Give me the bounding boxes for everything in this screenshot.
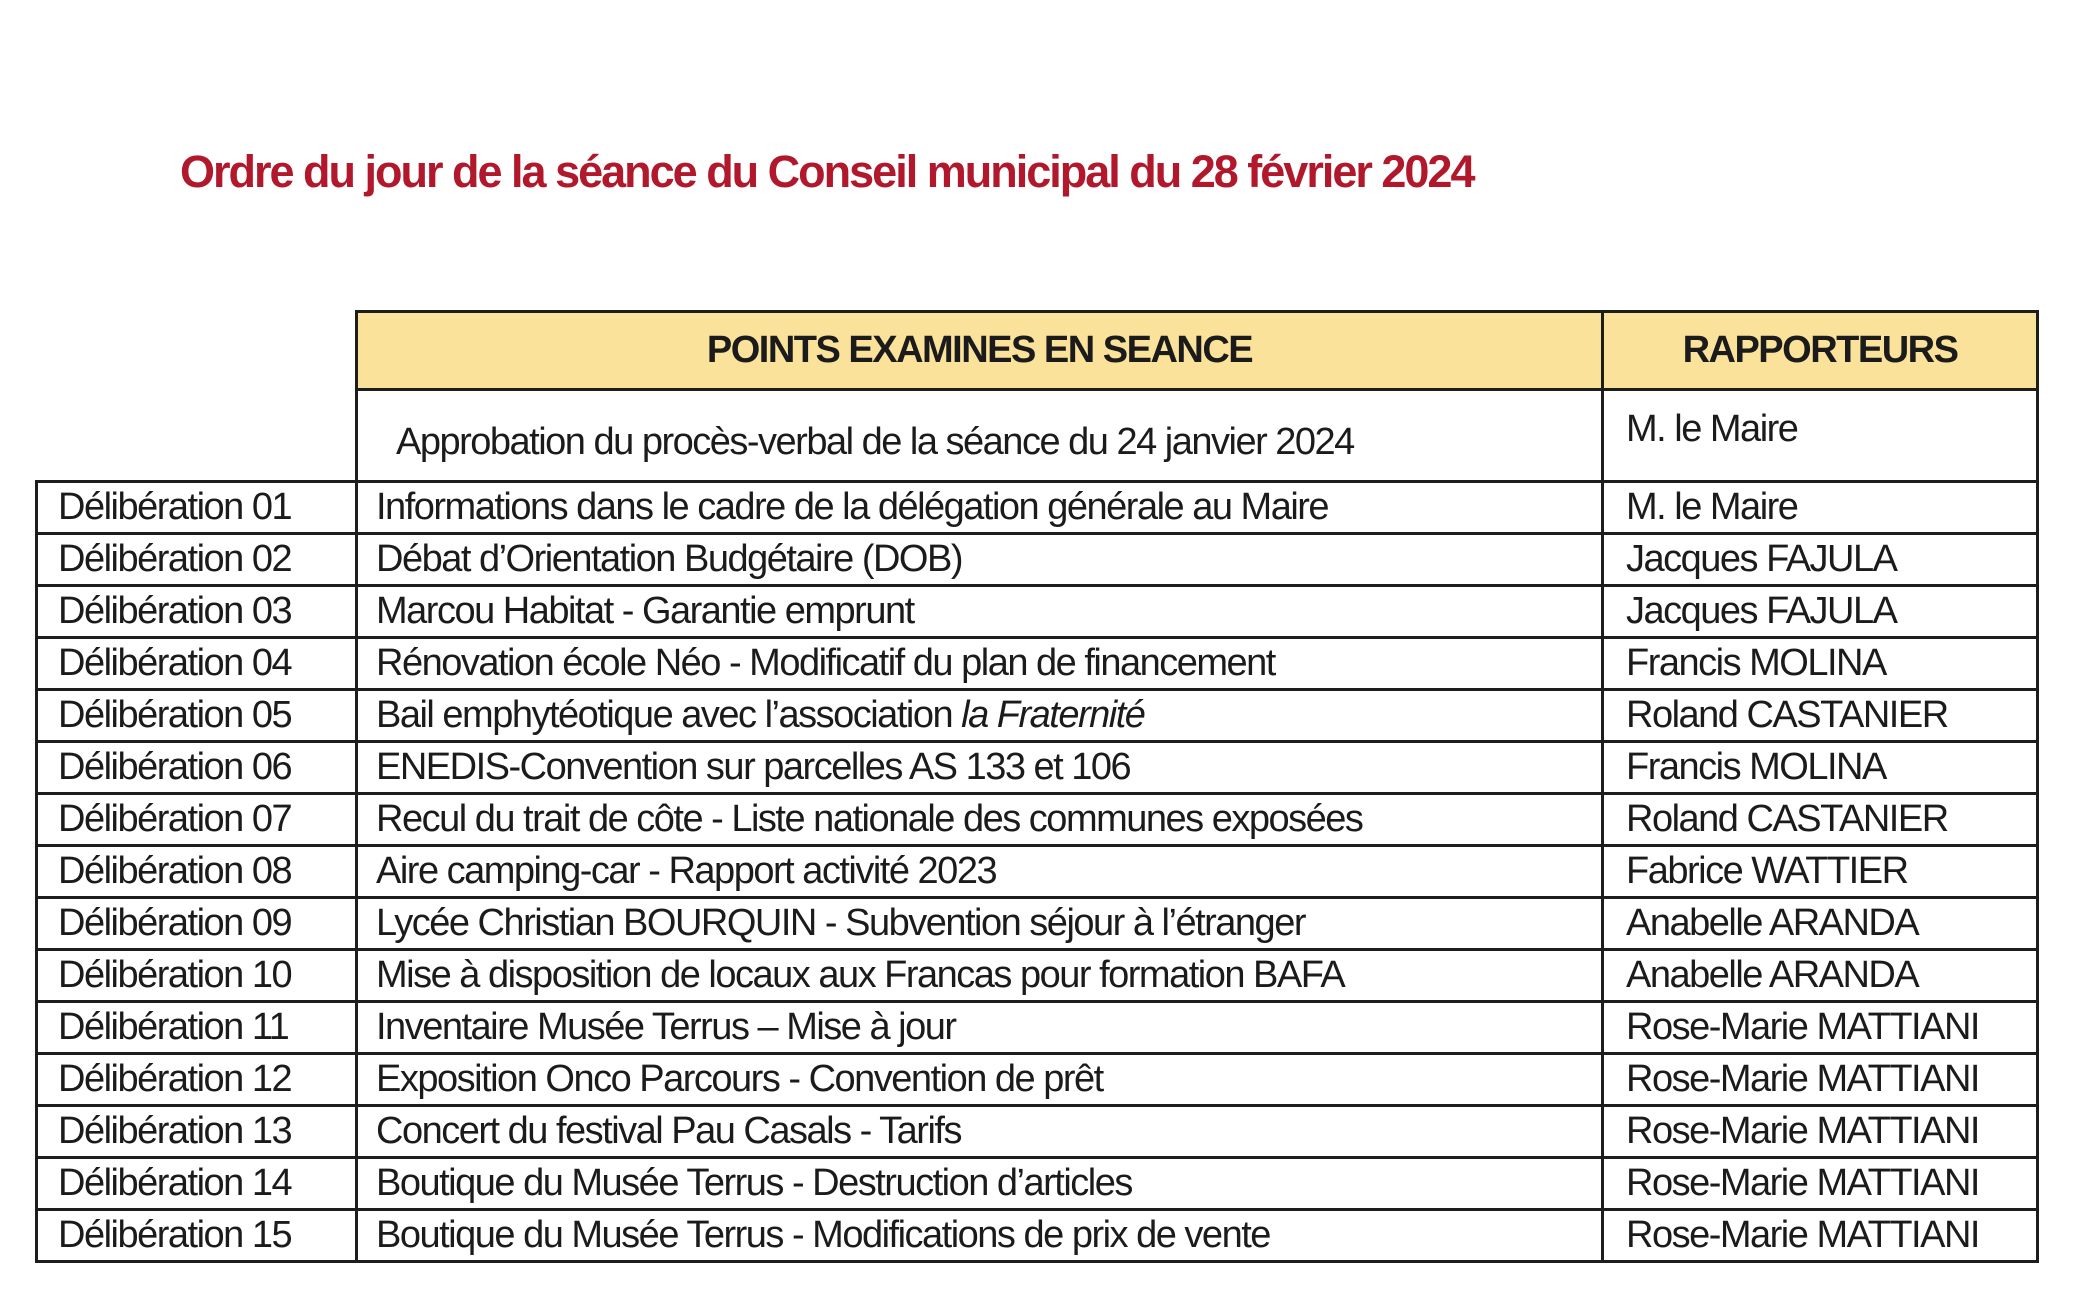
point-text: Informations dans le cadre de la délégation générale au Maire <box>376 486 1329 528</box>
point-text: Aire camping-car - Rapport activité 2023 <box>376 850 997 892</box>
agenda-table <box>35 310 2039 1263</box>
deliberation-number: Délibération 06 <box>37 742 357 794</box>
table-row <box>37 1002 2038 1054</box>
point-cell <box>357 638 1603 690</box>
point-cell <box>357 586 1603 638</box>
rapporteur-name: Roland CASTANIER <box>1603 690 2038 742</box>
point-text: Boutique du Musée Terrus - Destruction d’articles <box>376 1162 1132 1204</box>
deliberation-number: Délibération 03 <box>37 586 357 638</box>
point-text: Marcou Habitat - Garantie emprunt <box>376 590 914 632</box>
deliberation-number: Délibération 05 <box>37 690 357 742</box>
rapporteur-name: Francis MOLINA <box>1603 742 2038 794</box>
approbation-rapporteur: M. le Maire <box>1603 390 2038 482</box>
point-text: Concert du festival Pau Casals - Tarifs <box>376 1110 961 1152</box>
deliberation-number: Délibération 07 <box>37 794 357 846</box>
point-cell <box>357 742 1603 794</box>
point-cell <box>357 1210 1603 1262</box>
empty-corner <box>37 390 357 482</box>
point-cell <box>357 1158 1603 1210</box>
deliberation-number: Délibération 14 <box>37 1158 357 1210</box>
rapporteurs-column-header: RAPPORTEURS <box>1603 312 2038 390</box>
deliberation-number: Délibération 15 <box>37 1210 357 1262</box>
empty-corner <box>37 312 357 390</box>
deliberation-number: Délibération 13 <box>37 1106 357 1158</box>
rapporteur-name: Anabelle ARANDA <box>1603 950 2038 1002</box>
point-cell <box>357 898 1603 950</box>
table-row <box>37 1210 2038 1262</box>
rapporteur-name: M. le Maire <box>1603 482 2038 534</box>
rapporteur-name: Rose-Marie MATTIANI <box>1603 1002 2038 1054</box>
deliberation-number: Délibération 01 <box>37 482 357 534</box>
point-text: ENEDIS-Convention sur parcelles AS 133 et 106 <box>376 746 1131 788</box>
point-text-italic: la Fraternité <box>961 694 1145 736</box>
table-row <box>37 1158 2038 1210</box>
table-row <box>37 586 2038 638</box>
rapporteur-name: Jacques FAJULA <box>1603 534 2038 586</box>
table-row <box>37 534 2038 586</box>
rapporteur-name: Jacques FAJULA <box>1603 586 2038 638</box>
point-text: Débat d’Orientation Budgétaire (DOB) <box>376 538 962 580</box>
point-cell <box>357 482 1603 534</box>
rapporteur-name: Rose-Marie MATTIANI <box>1603 1158 2038 1210</box>
rapporteur-name: Rose-Marie MATTIANI <box>1603 1210 2038 1262</box>
point-cell <box>357 534 1603 586</box>
rapporteur-name: Roland CASTANIER <box>1603 794 2038 846</box>
table-row <box>37 846 2038 898</box>
rapporteur-name: Rose-Marie MATTIANI <box>1603 1054 2038 1106</box>
point-cell <box>357 1002 1603 1054</box>
point-cell <box>357 690 1603 742</box>
table-row <box>37 794 2038 846</box>
rapporteur-name: Francis MOLINA <box>1603 638 2038 690</box>
deliberation-number: Délibération 10 <box>37 950 357 1002</box>
rapporteur-name: Anabelle ARANDA <box>1603 898 2038 950</box>
point-cell <box>357 950 1603 1002</box>
point-text: Recul du trait de côte - Liste nationale des communes exposées <box>376 798 1363 840</box>
deliberation-number: Délibération 04 <box>37 638 357 690</box>
table-row <box>37 1054 2038 1106</box>
deliberation-number: Délibération 08 <box>37 846 357 898</box>
rapporteur-name: Rose-Marie MATTIANI <box>1603 1106 2038 1158</box>
table-header-row <box>37 312 2038 390</box>
point-text: Bail emphytéotique avec l’association <box>376 694 962 736</box>
table-row <box>37 898 2038 950</box>
rapporteur-name: Fabrice WATTIER <box>1603 846 2038 898</box>
approbation-row <box>37 390 2038 482</box>
table-row <box>37 950 2038 1002</box>
deliberation-number: Délibération 09 <box>37 898 357 950</box>
point-cell <box>357 846 1603 898</box>
table-row <box>37 1106 2038 1158</box>
deliberation-number: Délibération 11 <box>37 1002 357 1054</box>
deliberation-number: Délibération 02 <box>37 534 357 586</box>
point-cell <box>357 794 1603 846</box>
point-text: Exposition Onco Parcours - Convention de prêt <box>376 1058 1103 1100</box>
table-row <box>37 638 2038 690</box>
point-cell <box>357 1106 1603 1158</box>
point-text: Rénovation école Néo - Modificatif du plan de financement <box>376 642 1275 684</box>
page-title: Ordre du jour de la séance du Conseil municipal du 28 février 2024 <box>180 146 1474 197</box>
table-row <box>37 742 2038 794</box>
deliberation-rows <box>37 482 2038 1262</box>
deliberation-number: Délibération 12 <box>37 1054 357 1106</box>
point-text: Lycée Christian BOURQUIN - Subvention séjour à l’étranger <box>376 902 1305 944</box>
table-row <box>37 482 2038 534</box>
point-text: Inventaire Musée Terrus – Mise à jour <box>376 1006 956 1048</box>
table-row <box>37 690 2038 742</box>
approbation-point-text: Approbation du procès-verbal de la séance du 24 janvier 2024 <box>357 390 1603 482</box>
point-text: Mise à disposition de locaux aux Francas pour formation BAFA <box>376 954 1345 996</box>
points-column-header: POINTS EXAMINES EN SEANCE <box>357 312 1603 390</box>
point-cell <box>357 1054 1603 1106</box>
point-text: Boutique du Musée Terrus - Modifications de prix de vente <box>376 1214 1270 1256</box>
